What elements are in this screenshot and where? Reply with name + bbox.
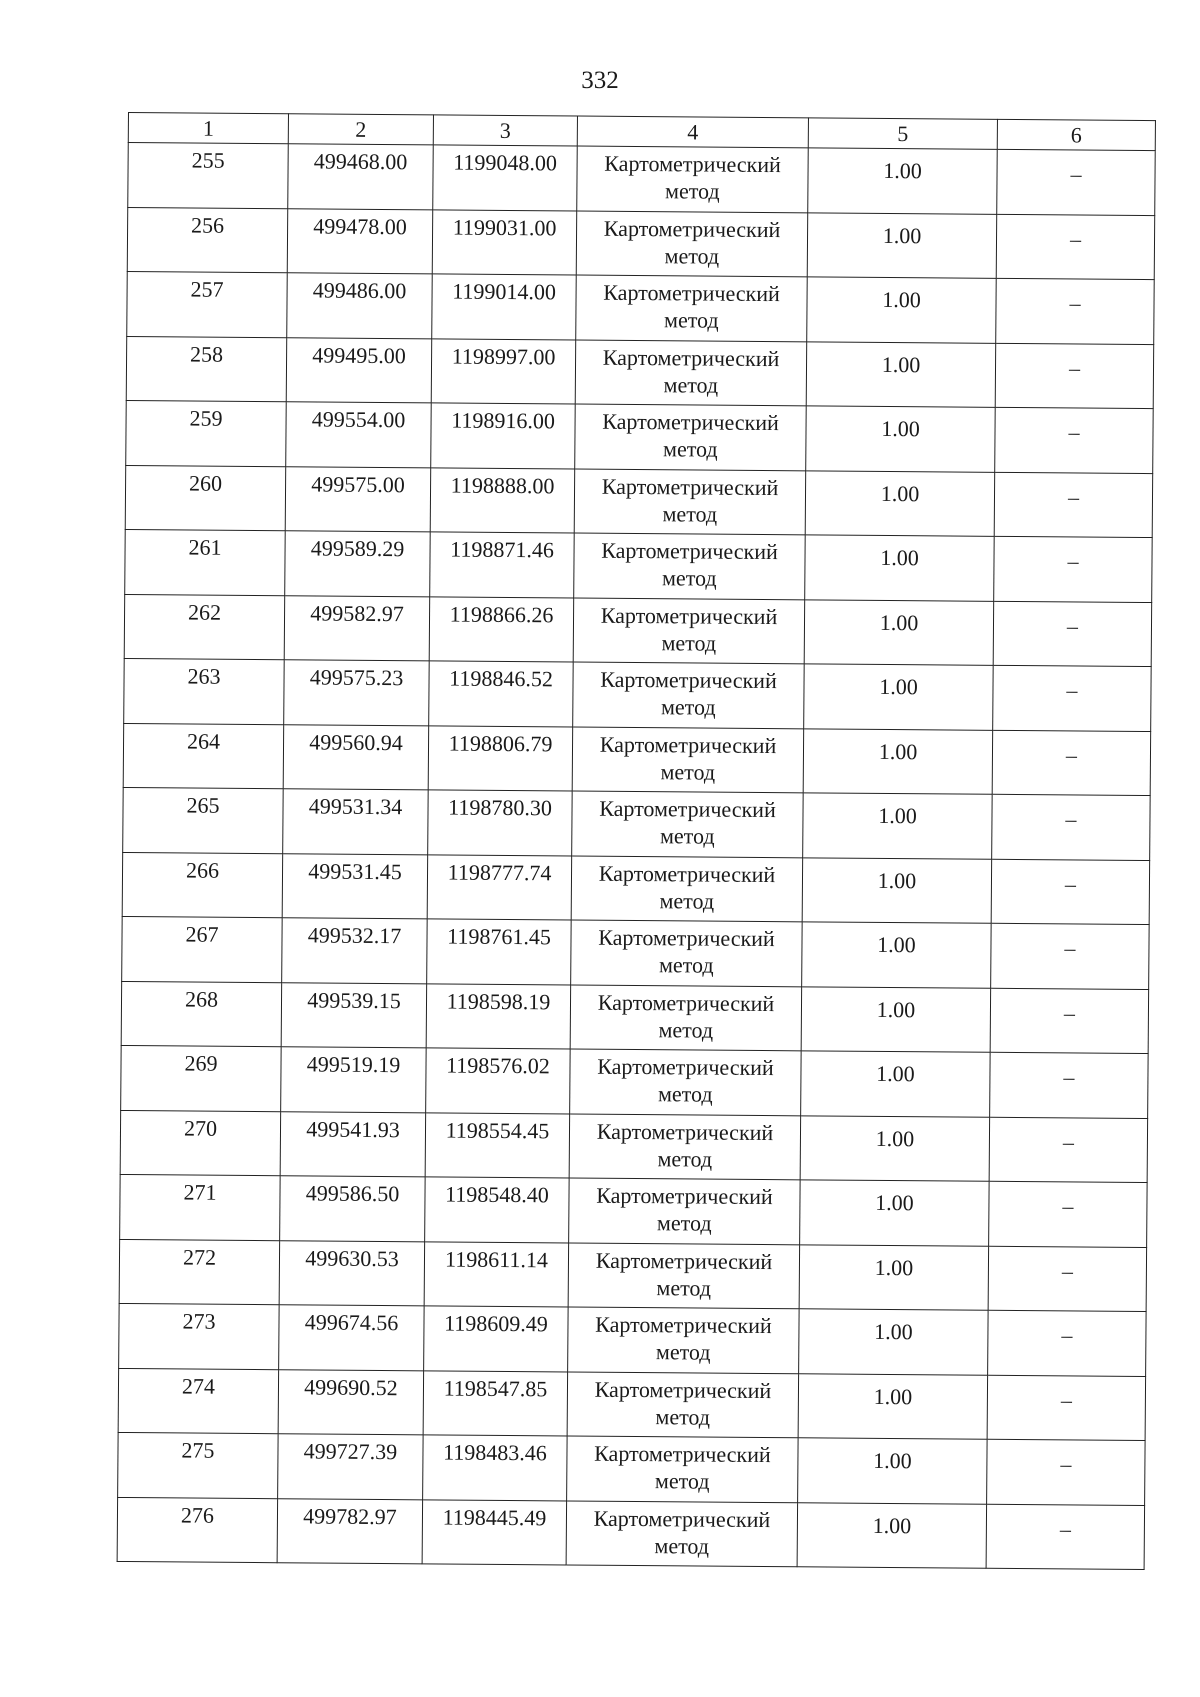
coord-x: 499495.00 (286, 337, 432, 403)
note: – (991, 923, 1150, 989)
method: Картометрический метод (575, 340, 806, 406)
page-number: 332 (581, 67, 619, 94)
column-header-5: 5 (808, 118, 997, 149)
coord-x: 499575.23 (284, 660, 430, 726)
point-number: 260 (125, 465, 286, 531)
note: – (990, 1052, 1149, 1118)
table-body (117, 143, 1155, 1570)
method: Картометрический метод (571, 920, 802, 986)
coord-y: 1198611.14 (424, 1241, 569, 1307)
note: – (994, 472, 1153, 538)
method: Картометрический метод (568, 1307, 799, 1373)
method: Картометрический метод (575, 404, 806, 470)
note: – (991, 859, 1150, 925)
coord-y: 1198554.45 (425, 1112, 570, 1178)
column-header-6: 6 (997, 119, 1155, 150)
coord-x: 499519.19 (281, 1047, 427, 1113)
accuracy: 1.00 (803, 793, 993, 859)
column-header-1: 1 (128, 113, 288, 144)
point-number: 266 (122, 852, 283, 918)
table-row (118, 1368, 1145, 1441)
method: Картометрический метод (574, 533, 805, 599)
point-number: 268 (121, 981, 282, 1047)
point-number: 265 (123, 787, 284, 853)
accuracy: 1.00 (804, 599, 994, 665)
column-header-3: 3 (433, 115, 577, 146)
table-row (127, 271, 1154, 344)
table-row (119, 1303, 1146, 1376)
coord-y: 1199048.00 (433, 145, 578, 211)
note: – (989, 1117, 1148, 1183)
coord-x: 499582.97 (284, 595, 430, 661)
table-row (128, 143, 1155, 216)
coord-y: 1198997.00 (431, 338, 576, 404)
point-number: 264 (123, 723, 284, 789)
accuracy: 1.00 (805, 470, 995, 536)
accuracy: 1.00 (807, 212, 997, 278)
note: – (994, 536, 1153, 602)
point-number: 258 (126, 336, 287, 402)
coord-x: 499541.93 (280, 1111, 426, 1177)
coord-y: 1198871.46 (430, 532, 575, 598)
method: Картометрический метод (566, 1500, 797, 1566)
note: – (992, 730, 1151, 796)
note: – (986, 1504, 1145, 1570)
accuracy: 1.00 (808, 148, 998, 214)
coord-x: 499531.34 (283, 789, 429, 855)
coord-x: 499589.29 (285, 531, 431, 597)
coord-y: 1198609.49 (424, 1306, 569, 1372)
note: – (996, 278, 1155, 344)
note: – (995, 343, 1154, 409)
note: – (992, 794, 1151, 860)
table-row (126, 336, 1153, 409)
point-number: 261 (125, 529, 286, 595)
table-row (121, 1045, 1148, 1118)
table-row (122, 852, 1149, 925)
method: Картометрический метод (567, 1436, 798, 1502)
note: – (988, 1310, 1147, 1376)
method: Картометрический метод (577, 146, 808, 212)
accuracy: 1.00 (800, 1180, 990, 1246)
accuracy: 1.00 (802, 857, 992, 923)
column-header-4: 4 (577, 116, 808, 148)
coord-x: 499554.00 (286, 402, 432, 468)
table-row (118, 1432, 1145, 1505)
coordinates-table (117, 112, 1156, 1570)
point-number: 275 (118, 1432, 279, 1498)
coord-x: 499486.00 (287, 273, 433, 339)
note: – (990, 988, 1149, 1054)
accuracy: 1.00 (806, 341, 996, 407)
point-number: 263 (124, 658, 285, 724)
point-number: 256 (127, 207, 288, 273)
table-row (117, 1497, 1144, 1570)
method: Картометрический метод (569, 1178, 800, 1244)
note: – (996, 214, 1155, 280)
accuracy: 1.00 (799, 1244, 989, 1310)
coord-x: 499782.97 (277, 1498, 423, 1564)
table-row (123, 787, 1150, 860)
coord-y: 1198806.79 (428, 725, 573, 791)
table-row (126, 400, 1153, 473)
coord-x: 499586.50 (280, 1176, 426, 1242)
table-row (123, 723, 1150, 796)
table-row (122, 916, 1149, 989)
coord-y: 1198483.46 (423, 1435, 568, 1501)
accuracy: 1.00 (798, 1438, 988, 1504)
method: Картометрический метод (568, 1242, 799, 1308)
table-row (121, 981, 1148, 1054)
coord-y: 1198777.74 (427, 854, 572, 920)
coord-y: 1198598.19 (426, 983, 571, 1049)
table-row (119, 1239, 1146, 1312)
coord-y: 1198547.85 (423, 1370, 568, 1436)
note: – (987, 1439, 1146, 1505)
coord-x: 499690.52 (278, 1369, 424, 1435)
point-number: 271 (120, 1174, 281, 1240)
point-number: 262 (124, 594, 285, 660)
column-header-2: 2 (288, 114, 433, 145)
method: Картометрический метод (572, 727, 803, 793)
table-row (120, 1110, 1147, 1183)
table-row (124, 658, 1151, 731)
method: Картометрический метод (570, 985, 801, 1051)
table-row (125, 529, 1152, 602)
point-number: 259 (126, 400, 287, 466)
point-number: 257 (127, 271, 288, 337)
method: Картометрический метод (573, 598, 804, 664)
method: Картометрический метод (567, 1371, 798, 1437)
accuracy: 1.00 (801, 1051, 991, 1117)
coord-x: 499630.53 (279, 1240, 425, 1306)
method: Картометрический метод (571, 856, 802, 922)
table-row (120, 1174, 1147, 1247)
coord-y: 1198576.02 (426, 1048, 571, 1114)
point-number: 270 (120, 1110, 281, 1176)
note: – (988, 1246, 1147, 1312)
coord-x: 499531.45 (282, 853, 428, 919)
coord-x: 499560.94 (283, 724, 429, 790)
note: – (993, 601, 1152, 667)
note: – (997, 149, 1156, 215)
point-number: 276 (117, 1497, 278, 1563)
accuracy: 1.00 (797, 1502, 987, 1568)
accuracy: 1.00 (806, 406, 996, 472)
coord-y: 1198888.00 (430, 467, 575, 533)
method: Картометрический метод (574, 469, 805, 535)
coord-y: 1199031.00 (432, 209, 577, 275)
note: – (987, 1375, 1146, 1441)
method: Картометрический метод (570, 1049, 801, 1115)
coord-y: 1198916.00 (431, 403, 576, 469)
accuracy: 1.00 (802, 922, 992, 988)
accuracy: 1.00 (800, 1115, 990, 1181)
coord-x: 499478.00 (287, 208, 433, 274)
accuracy: 1.00 (805, 535, 995, 601)
accuracy: 1.00 (803, 728, 993, 794)
coord-x: 499674.56 (279, 1305, 425, 1371)
note: – (995, 407, 1154, 473)
point-number: 255 (128, 143, 289, 209)
coord-y: 1198548.40 (425, 1177, 570, 1243)
note: – (989, 1181, 1148, 1247)
table-row (124, 594, 1151, 667)
coord-x: 499539.15 (281, 982, 427, 1048)
method: Картометрический метод (576, 211, 807, 277)
accuracy: 1.00 (801, 986, 991, 1052)
point-number: 274 (118, 1368, 279, 1434)
method: Картометрический метод (576, 275, 807, 341)
accuracy: 1.00 (798, 1373, 988, 1439)
coord-x: 499468.00 (288, 144, 434, 210)
coord-y: 1199014.00 (432, 274, 577, 340)
table-row (127, 207, 1154, 280)
point-number: 273 (119, 1303, 280, 1369)
method: Картометрический метод (572, 791, 803, 857)
coord-y: 1198780.30 (428, 790, 573, 856)
accuracy: 1.00 (807, 277, 997, 343)
method: Картометрический метод (573, 662, 804, 728)
point-number: 267 (122, 916, 283, 982)
coord-y: 1198846.52 (429, 661, 574, 727)
table-row (125, 465, 1152, 538)
coord-y: 1198445.49 (422, 1499, 567, 1565)
coord-x: 499575.00 (285, 466, 431, 532)
point-number: 272 (119, 1239, 280, 1305)
accuracy: 1.00 (804, 664, 994, 730)
method: Картометрический метод (569, 1113, 800, 1179)
coord-x: 499727.39 (278, 1434, 424, 1500)
coord-x: 499532.17 (282, 918, 428, 984)
accuracy: 1.00 (799, 1309, 989, 1375)
coord-y: 1198866.26 (429, 596, 574, 662)
note: – (993, 665, 1152, 731)
coord-y: 1198761.45 (427, 919, 572, 985)
point-number: 269 (121, 1045, 282, 1111)
